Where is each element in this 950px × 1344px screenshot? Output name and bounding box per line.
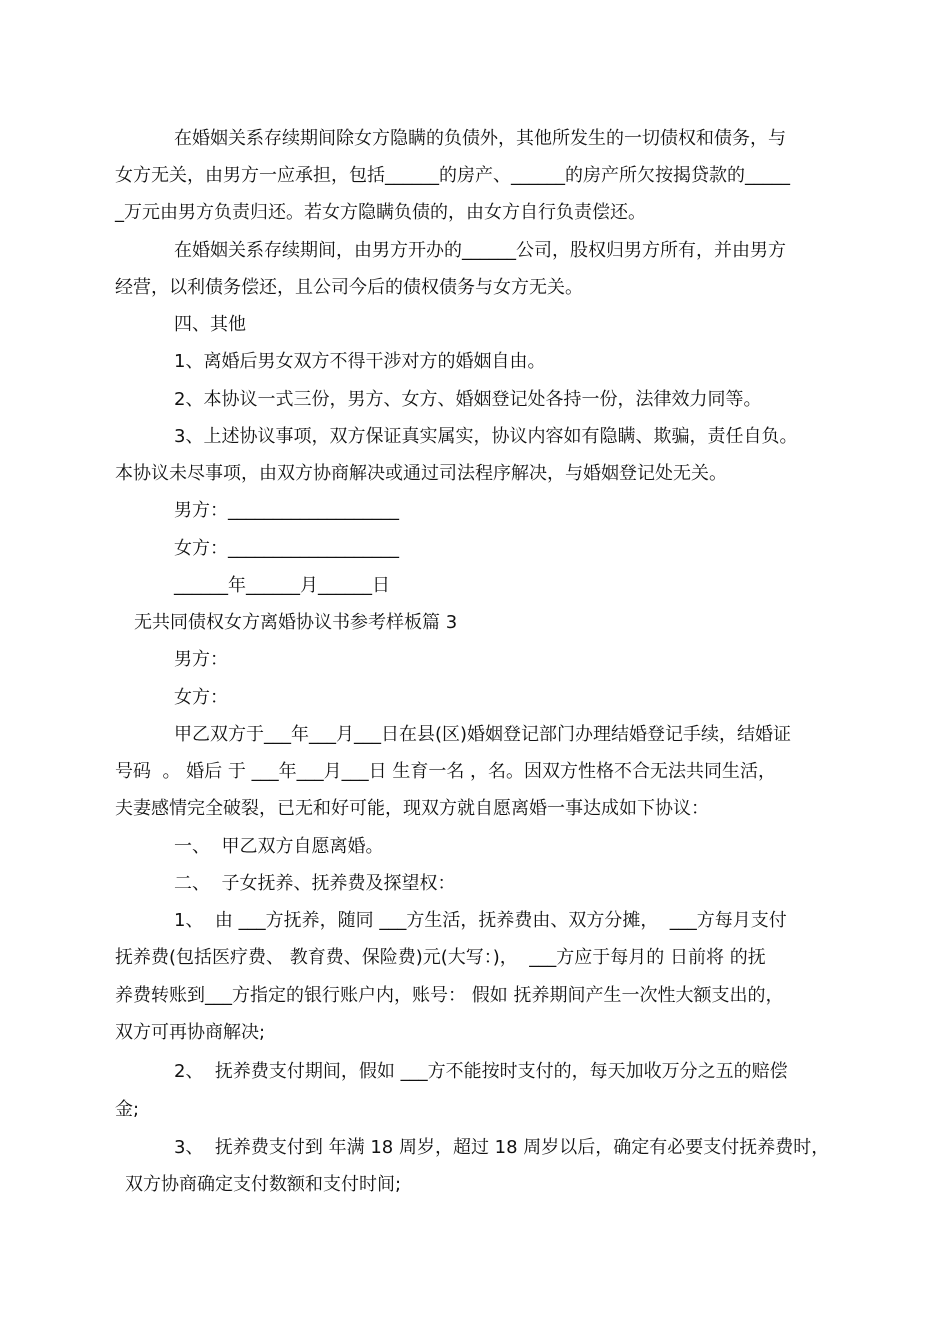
- document-title: 无共同债权女方离婚协议书参考样板篇 3: [134, 612, 458, 633]
- text-line: _万元由男方负责归还。若女方隐瞒负债的，由女方自行负责偿还。: [115, 202, 646, 223]
- text-line: 3、上述协议事项，双方保证真实属实，协议内容如有隐瞒、欺骗，责任自负。: [174, 426, 798, 447]
- text-line: 在婚姻关系存续期间，由男方开办的______公司，股权归男方所有，并由男方: [174, 240, 786, 261]
- text-line: 夫妻感情完全破裂，已无和好可能，现双方就自愿离婚一事达成如下协议：: [115, 798, 709, 819]
- section-heading: 二、 子女抚养、抚养费及探望权：: [174, 873, 456, 894]
- date-line: ______年______月______日: [174, 575, 390, 596]
- section-heading: 四、其他: [174, 314, 246, 335]
- text-line: 1、离婚后男女双方不得干涉对方的婚姻自由。: [174, 351, 546, 372]
- text-line: 养费转账到___方指定的银行账户内，账号： 假如 抚养期间产生一次性大额支出的，: [115, 985, 784, 1006]
- text-line: 抚养费(包括医疗费、 教育费、保险费)元(大写：)， ___方应于每月的 日前将 的抚: [115, 947, 766, 968]
- text-line: 号码 。 婚后 于 ___年___月___日 生育一名 ，名。因双方性格不合无法共同生活，: [115, 761, 777, 782]
- text-line: 金;: [115, 1099, 140, 1120]
- text-line: 女方：: [174, 687, 228, 708]
- text-line: 女方无关，由男方一应承担，包括______的房产、______的房产所欠按揭贷款的_____: [115, 165, 790, 186]
- section-heading: 一、 甲乙双方自愿离婚。: [174, 836, 384, 857]
- text-line: 双方可再协商解决;: [115, 1022, 266, 1043]
- text-line: 双方协商确定支付数额和支付时间;: [125, 1174, 402, 1195]
- text-line: 2、本协议一式三份，男方、女方、婚姻登记处各持一份，法律效力同等。: [174, 389, 762, 410]
- text-line: 2、 抚养费支付期间，假如 ___方不能按时支付的，每天加收万分之五的赔偿: [174, 1061, 788, 1082]
- text-line: 本协议未尽事项，由双方协商解决或通过司法程序解决，与婚姻登记处无关。: [115, 463, 727, 484]
- signature-line-female: 女方：___________________: [174, 538, 399, 559]
- text-line: 甲乙双方于___年___月___日在县(区)婚姻登记部门办理结婚登记手续，结婚证: [174, 724, 792, 745]
- text-line: 在婚姻关系存续期间除女方隐瞒的负债外，其他所发生的一切债权和债务，与: [174, 128, 786, 149]
- text-line: 3、 抚养费支付到 年满 18 周岁，超过 18 周岁以后，确定有必要支付抚养费时，: [174, 1137, 830, 1158]
- text-line: 1、 由 ___方抚养，随同 ___方生活，抚养费由、双方分摊， ___方每月支付: [174, 910, 787, 931]
- text-line: 男方：: [174, 649, 228, 670]
- text-line: 经营，以利债务偿还，且公司今后的债权债务与女方无关。: [115, 277, 583, 298]
- signature-line-male: 男方：___________________: [174, 500, 399, 521]
